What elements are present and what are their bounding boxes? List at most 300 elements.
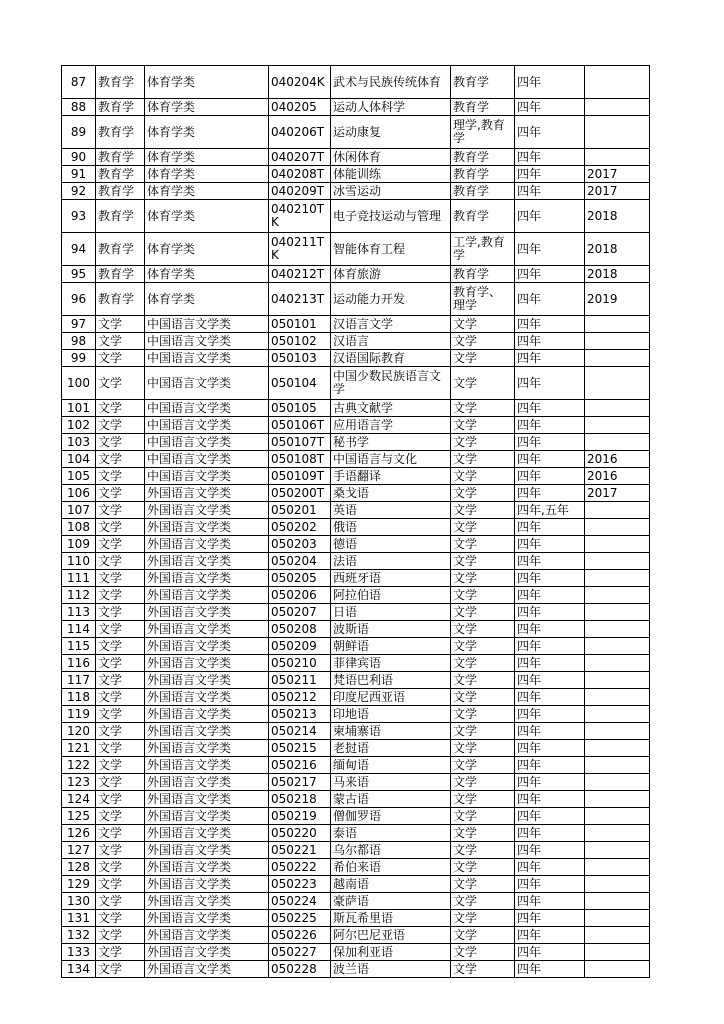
year-added-cell — [585, 740, 650, 757]
duration-cell: 四年 — [515, 200, 585, 233]
table-row — [62, 116, 650, 149]
category-cell: 外国语言文学类 — [145, 910, 269, 927]
discipline-cell: 教育学 — [96, 183, 145, 200]
category-cell: 体育学类 — [145, 99, 269, 116]
major-code-cell: 050101 — [269, 316, 331, 333]
major-name-cell: 泰语 — [331, 825, 451, 842]
row-number-cell: 133 — [62, 944, 96, 961]
major-name-cell: 阿拉伯语 — [331, 587, 451, 604]
discipline-cell: 文学 — [96, 468, 145, 485]
degree-cell: 文学 — [451, 519, 515, 536]
degree-cell: 文学 — [451, 367, 515, 400]
degree-cell: 文学 — [451, 400, 515, 417]
degree-cell: 教育学 — [451, 149, 515, 166]
row-number-cell: 120 — [62, 723, 96, 740]
table-row — [62, 66, 650, 99]
duration-cell: 四年 — [515, 774, 585, 791]
degree-cell: 文学 — [451, 808, 515, 825]
duration-cell: 四年 — [515, 116, 585, 149]
row-number-cell: 123 — [62, 774, 96, 791]
category-cell: 外国语言文学类 — [145, 604, 269, 621]
year-added-cell — [585, 689, 650, 706]
discipline-cell: 文学 — [96, 451, 145, 468]
table-row — [62, 183, 650, 200]
year-added-cell — [585, 434, 650, 451]
major-code-cell: 050109T — [269, 468, 331, 485]
duration-cell: 四年 — [515, 638, 585, 655]
duration-cell: 四年 — [515, 672, 585, 689]
year-added-cell — [585, 655, 650, 672]
row-number-cell: 122 — [62, 757, 96, 774]
row-number-cell: 116 — [62, 655, 96, 672]
table-row — [62, 316, 650, 333]
major-name-cell: 菲律宾语 — [331, 655, 451, 672]
discipline-cell: 教育学 — [96, 66, 145, 99]
row-number-cell: 104 — [62, 451, 96, 468]
major-code-cell: 050106T — [269, 417, 331, 434]
table-row — [62, 638, 650, 655]
degree-cell: 文学 — [451, 791, 515, 808]
duration-cell: 四年 — [515, 350, 585, 367]
category-cell: 体育学类 — [145, 166, 269, 183]
category-cell: 外国语言文学类 — [145, 655, 269, 672]
year-added-cell — [585, 502, 650, 519]
degree-cell: 文学 — [451, 333, 515, 350]
year-added-cell — [585, 808, 650, 825]
major-name-cell: 波斯语 — [331, 621, 451, 638]
category-cell: 外国语言文学类 — [145, 570, 269, 587]
year-added-cell — [585, 66, 650, 99]
category-cell: 中国语言文学类 — [145, 417, 269, 434]
year-added-cell — [585, 536, 650, 553]
row-number-cell: 132 — [62, 927, 96, 944]
duration-cell: 四年 — [515, 570, 585, 587]
discipline-cell: 教育学 — [96, 99, 145, 116]
row-number-cell: 89 — [62, 116, 96, 149]
category-cell: 体育学类 — [145, 116, 269, 149]
row-number-cell: 87 — [62, 66, 96, 99]
table-row — [62, 944, 650, 961]
discipline-cell: 文学 — [96, 485, 145, 502]
year-added-cell — [585, 910, 650, 927]
degree-cell: 文学 — [451, 689, 515, 706]
major-code-cell: 050202 — [269, 519, 331, 536]
discipline-cell: 教育学 — [96, 166, 145, 183]
duration-cell: 四年 — [515, 791, 585, 808]
major-name-cell: 冰雪运动 — [331, 183, 451, 200]
year-added-cell — [585, 706, 650, 723]
year-added-cell — [585, 316, 650, 333]
duration-cell: 四年,五年 — [515, 502, 585, 519]
row-number-cell: 126 — [62, 825, 96, 842]
year-added-cell — [585, 961, 650, 978]
duration-cell: 四年 — [515, 183, 585, 200]
degree-cell: 文学 — [451, 638, 515, 655]
row-number-cell: 100 — [62, 367, 96, 400]
row-number-cell: 92 — [62, 183, 96, 200]
discipline-cell: 文学 — [96, 927, 145, 944]
category-cell: 外国语言文学类 — [145, 553, 269, 570]
table-row — [62, 842, 650, 859]
table-row — [62, 283, 650, 316]
duration-cell: 四年 — [515, 910, 585, 927]
year-added-cell — [585, 116, 650, 149]
category-cell: 外国语言文学类 — [145, 536, 269, 553]
duration-cell: 四年 — [515, 519, 585, 536]
table-row — [62, 774, 650, 791]
degree-cell: 文学 — [451, 842, 515, 859]
category-cell: 体育学类 — [145, 233, 269, 266]
row-number-cell: 119 — [62, 706, 96, 723]
duration-cell: 四年 — [515, 468, 585, 485]
major-code-cell: 050207 — [269, 604, 331, 621]
degree-cell: 教育学 — [451, 99, 515, 116]
year-added-cell — [585, 417, 650, 434]
table-row — [62, 350, 650, 367]
degree-cell: 文学 — [451, 859, 515, 876]
major-code-cell: 050206 — [269, 587, 331, 604]
major-code-cell: 050102 — [269, 333, 331, 350]
degree-cell: 文学 — [451, 757, 515, 774]
major-name-cell: 运动人体科学 — [331, 99, 451, 116]
major-name-cell: 西班牙语 — [331, 570, 451, 587]
major-name-cell: 柬埔寨语 — [331, 723, 451, 740]
table-row — [62, 99, 650, 116]
discipline-cell: 文学 — [96, 502, 145, 519]
year-added-cell — [585, 842, 650, 859]
year-added-cell: 2017 — [585, 183, 650, 200]
discipline-cell: 文学 — [96, 519, 145, 536]
major-code-cell: 050214 — [269, 723, 331, 740]
discipline-cell: 文学 — [96, 638, 145, 655]
category-cell: 外国语言文学类 — [145, 808, 269, 825]
major-code-cell: 050228 — [269, 961, 331, 978]
row-number-cell: 91 — [62, 166, 96, 183]
major-catalog-table-container — [61, 65, 649, 978]
row-number-cell: 93 — [62, 200, 96, 233]
row-number-cell: 128 — [62, 859, 96, 876]
discipline-cell: 文学 — [96, 791, 145, 808]
discipline-cell: 文学 — [96, 842, 145, 859]
major-name-cell: 俄语 — [331, 519, 451, 536]
year-added-cell: 2018 — [585, 233, 650, 266]
duration-cell: 四年 — [515, 723, 585, 740]
duration-cell: 四年 — [515, 706, 585, 723]
major-name-cell: 希伯来语 — [331, 859, 451, 876]
major-name-cell: 日语 — [331, 604, 451, 621]
category-cell: 中国语言文学类 — [145, 350, 269, 367]
category-cell: 外国语言文学类 — [145, 859, 269, 876]
category-cell: 外国语言文学类 — [145, 893, 269, 910]
duration-cell: 四年 — [515, 451, 585, 468]
duration-cell: 四年 — [515, 400, 585, 417]
duration-cell: 四年 — [515, 166, 585, 183]
degree-cell: 文学 — [451, 451, 515, 468]
major-name-cell: 运动康复 — [331, 116, 451, 149]
row-number-cell: 127 — [62, 842, 96, 859]
major-name-cell: 应用语言学 — [331, 417, 451, 434]
major-code-cell: 050107T — [269, 434, 331, 451]
category-cell: 外国语言文学类 — [145, 757, 269, 774]
major-name-cell: 保加利亚语 — [331, 944, 451, 961]
table-row — [62, 689, 650, 706]
major-code-cell: 050221 — [269, 842, 331, 859]
major-name-cell: 斯瓦希里语 — [331, 910, 451, 927]
category-cell: 体育学类 — [145, 66, 269, 99]
degree-cell: 文学 — [451, 570, 515, 587]
duration-cell: 四年 — [515, 689, 585, 706]
category-cell: 中国语言文学类 — [145, 316, 269, 333]
row-number-cell: 97 — [62, 316, 96, 333]
year-added-cell: 2017 — [585, 166, 650, 183]
table-row — [62, 166, 650, 183]
duration-cell: 四年 — [515, 655, 585, 672]
table-row — [62, 451, 650, 468]
table-row — [62, 587, 650, 604]
duration-cell: 四年 — [515, 149, 585, 166]
category-cell: 外国语言文学类 — [145, 927, 269, 944]
major-code-cell: 050222 — [269, 859, 331, 876]
table-row — [62, 400, 650, 417]
category-cell: 外国语言文学类 — [145, 587, 269, 604]
category-cell: 中国语言文学类 — [145, 434, 269, 451]
table-row — [62, 200, 650, 233]
discipline-cell: 教育学 — [96, 283, 145, 316]
discipline-cell: 教育学 — [96, 266, 145, 283]
major-name-cell: 越南语 — [331, 876, 451, 893]
row-number-cell: 109 — [62, 536, 96, 553]
table-row — [62, 961, 650, 978]
degree-cell: 文学 — [451, 893, 515, 910]
duration-cell: 四年 — [515, 283, 585, 316]
duration-cell: 四年 — [515, 553, 585, 570]
major-code-cell: 050220 — [269, 825, 331, 842]
duration-cell: 四年 — [515, 927, 585, 944]
duration-cell: 四年 — [515, 367, 585, 400]
major-code-cell: 050104 — [269, 367, 331, 400]
degree-cell: 文学 — [451, 468, 515, 485]
category-cell: 外国语言文学类 — [145, 519, 269, 536]
year-added-cell — [585, 570, 650, 587]
year-added-cell — [585, 723, 650, 740]
degree-cell: 文学 — [451, 944, 515, 961]
year-added-cell: 2018 — [585, 266, 650, 283]
degree-cell: 文学 — [451, 876, 515, 893]
table-row — [62, 910, 650, 927]
major-name-cell: 智能体育工程 — [331, 233, 451, 266]
duration-cell: 四年 — [515, 961, 585, 978]
discipline-cell: 文学 — [96, 740, 145, 757]
major-name-cell: 蒙古语 — [331, 791, 451, 808]
year-added-cell: 2016 — [585, 468, 650, 485]
major-name-cell: 体育旅游 — [331, 266, 451, 283]
degree-cell: 教育学 — [451, 66, 515, 99]
discipline-cell: 文学 — [96, 621, 145, 638]
major-name-cell: 英语 — [331, 502, 451, 519]
table-row — [62, 485, 650, 502]
duration-cell: 四年 — [515, 434, 585, 451]
category-cell: 体育学类 — [145, 283, 269, 316]
category-cell: 体育学类 — [145, 200, 269, 233]
major-code-cell: 050204 — [269, 553, 331, 570]
row-number-cell: 99 — [62, 350, 96, 367]
category-cell: 外国语言文学类 — [145, 740, 269, 757]
major-code-cell: 050217 — [269, 774, 331, 791]
table-row — [62, 502, 650, 519]
duration-cell: 四年 — [515, 485, 585, 502]
major-code-cell: 040204K — [269, 66, 331, 99]
major-name-cell: 电子竞技运动与管理 — [331, 200, 451, 233]
degree-cell: 文学 — [451, 587, 515, 604]
year-added-cell — [585, 757, 650, 774]
degree-cell: 文学 — [451, 672, 515, 689]
major-code-cell: 040207T — [269, 149, 331, 166]
major-code-cell: 050203 — [269, 536, 331, 553]
duration-cell: 四年 — [515, 66, 585, 99]
duration-cell: 四年 — [515, 859, 585, 876]
duration-cell: 四年 — [515, 740, 585, 757]
major-code-cell: 050226 — [269, 927, 331, 944]
duration-cell: 四年 — [515, 417, 585, 434]
discipline-cell: 教育学 — [96, 149, 145, 166]
row-number-cell: 117 — [62, 672, 96, 689]
duration-cell: 四年 — [515, 842, 585, 859]
category-cell: 外国语言文学类 — [145, 485, 269, 502]
degree-cell: 文学 — [451, 350, 515, 367]
category-cell: 体育学类 — [145, 183, 269, 200]
duration-cell: 四年 — [515, 587, 585, 604]
year-added-cell — [585, 519, 650, 536]
major-code-cell: 050210 — [269, 655, 331, 672]
major-name-cell: 德语 — [331, 536, 451, 553]
row-number-cell: 107 — [62, 502, 96, 519]
table-row — [62, 876, 650, 893]
degree-cell: 文学 — [451, 655, 515, 672]
table-row — [62, 367, 650, 400]
duration-cell: 四年 — [515, 233, 585, 266]
duration-cell: 四年 — [515, 876, 585, 893]
major-name-cell: 古典文献学 — [331, 400, 451, 417]
year-added-cell: 2018 — [585, 200, 650, 233]
category-cell: 外国语言文学类 — [145, 723, 269, 740]
duration-cell: 四年 — [515, 825, 585, 842]
year-added-cell: 2017 — [585, 485, 650, 502]
discipline-cell: 教育学 — [96, 116, 145, 149]
major-code-cell: 050216 — [269, 757, 331, 774]
year-added-cell — [585, 621, 650, 638]
row-number-cell: 108 — [62, 519, 96, 536]
year-added-cell — [585, 149, 650, 166]
discipline-cell: 文学 — [96, 689, 145, 706]
degree-cell: 教育学、理学 — [451, 283, 515, 316]
major-name-cell: 马来语 — [331, 774, 451, 791]
major-name-cell: 印地语 — [331, 706, 451, 723]
major-code-cell: 050212 — [269, 689, 331, 706]
degree-cell: 文学 — [451, 485, 515, 502]
major-code-cell: 040209T — [269, 183, 331, 200]
major-code-cell: 040213T — [269, 283, 331, 316]
duration-cell: 四年 — [515, 316, 585, 333]
degree-cell: 文学 — [451, 316, 515, 333]
discipline-cell: 文学 — [96, 350, 145, 367]
table-row — [62, 417, 650, 434]
year-added-cell — [585, 859, 650, 876]
year-added-cell — [585, 350, 650, 367]
table-row — [62, 740, 650, 757]
major-code-cell: 050201 — [269, 502, 331, 519]
table-row — [62, 468, 650, 485]
degree-cell: 文学 — [451, 502, 515, 519]
table-body — [62, 66, 650, 978]
major-name-cell: 体能训练 — [331, 166, 451, 183]
table-row — [62, 825, 650, 842]
year-added-cell — [585, 944, 650, 961]
major-name-cell: 乌尔都语 — [331, 842, 451, 859]
row-number-cell: 90 — [62, 149, 96, 166]
year-added-cell — [585, 333, 650, 350]
discipline-cell: 文学 — [96, 706, 145, 723]
row-number-cell: 115 — [62, 638, 96, 655]
degree-cell: 文学 — [451, 553, 515, 570]
degree-cell: 工学,教育学 — [451, 233, 515, 266]
table-row — [62, 333, 650, 350]
major-code-cell: 050227 — [269, 944, 331, 961]
table-row — [62, 808, 650, 825]
degree-cell: 文学 — [451, 417, 515, 434]
major-code-cell: 050224 — [269, 893, 331, 910]
major-code-cell: 050213 — [269, 706, 331, 723]
category-cell: 中国语言文学类 — [145, 400, 269, 417]
discipline-cell: 文学 — [96, 604, 145, 621]
major-name-cell: 法语 — [331, 553, 451, 570]
major-name-cell: 梵语巴利语 — [331, 672, 451, 689]
year-added-cell: 2019 — [585, 283, 650, 316]
major-name-cell: 朝鲜语 — [331, 638, 451, 655]
category-cell: 体育学类 — [145, 149, 269, 166]
row-number-cell: 112 — [62, 587, 96, 604]
major-code-cell: 050218 — [269, 791, 331, 808]
row-number-cell: 88 — [62, 99, 96, 116]
category-cell: 外国语言文学类 — [145, 774, 269, 791]
major-code-cell: 050205 — [269, 570, 331, 587]
row-number-cell: 102 — [62, 417, 96, 434]
category-cell: 外国语言文学类 — [145, 944, 269, 961]
category-cell: 体育学类 — [145, 266, 269, 283]
table-row — [62, 604, 650, 621]
table-row — [62, 723, 650, 740]
category-cell: 外国语言文学类 — [145, 621, 269, 638]
major-name-cell: 中国少数民族语言文学 — [331, 367, 451, 400]
major-name-cell: 运动能力开发 — [331, 283, 451, 316]
degree-cell: 文学 — [451, 825, 515, 842]
table-row — [62, 927, 650, 944]
degree-cell: 文学 — [451, 723, 515, 740]
category-cell: 中国语言文学类 — [145, 468, 269, 485]
degree-cell: 文学 — [451, 910, 515, 927]
table-row — [62, 266, 650, 283]
row-number-cell: 103 — [62, 434, 96, 451]
year-added-cell — [585, 400, 650, 417]
discipline-cell: 文学 — [96, 570, 145, 587]
table-row — [62, 893, 650, 910]
duration-cell: 四年 — [515, 621, 585, 638]
degree-cell: 文学 — [451, 536, 515, 553]
major-catalog-table — [61, 65, 650, 978]
degree-cell: 教育学 — [451, 266, 515, 283]
major-name-cell: 阿尔巴尼亚语 — [331, 927, 451, 944]
major-name-cell: 休闲体育 — [331, 149, 451, 166]
degree-cell: 文学 — [451, 927, 515, 944]
